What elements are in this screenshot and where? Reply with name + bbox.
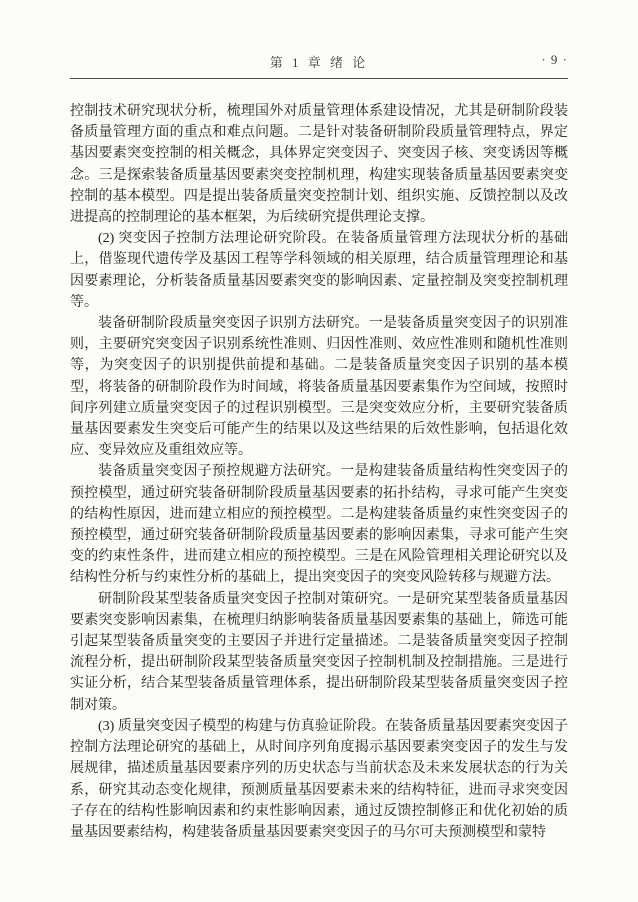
- paragraph: 控制技术研究现状分析，梳理国外对质量管理体系建设情况，尤其是研制阶段装备质量管理方面的重点和难点问题。二是针对装备研制阶段质量管理特点，界定基因要素突变控制的相关概念，具体界定突变因子、突变因子核、突变诱因等概念。三是探索装备质量基因要素突变控制机理，构建实现装备质量基因要素突变控制的基本模型。四是提出装备质量突变控制计划、组织实施、反馈控制以及改进提高的控制理论的基本框架，为后续研究提供理论支撑。: [70, 104, 568, 226]
- paragraph: (3) 质量突变因子模型的构建与仿真验证阶段。在装备质量基因要素突变因子控制方法理论研究的基础上，从时间序列角度揭示基因要素突变因子的发生与发展规律，描述质量基因要素序列的历史状态与当前状态及未来发展状态的行为关系，研究其动态变化规律，预测质量基因要素未来的结构特征，进而寻求突变因子存在的结构性影响因素和约束性影响因素，通过反馈控制修正和优化初始的质量基因要素结构，构建装备质量基因要素突变因子的马尔可夫预测模型和蒙特: [70, 718, 568, 840]
- paragraph: 研制阶段某型装备质量突变因子控制对策研究。一是研究某型装备质量基因要素突变影响因素集，在梳理归纳影响装备质量基因要素集的基础上，筛选可能引起某型装备质量突变的主要因子并进行定量描述。二是装备质量突变因子控制流程分析，提出研制阶段某型装备质量突变因子控制机制及控制措施。三是进行实证分析，结合某型装备质量管理体系，提出研制阶段某型装备质量突变因子控制对策。: [70, 591, 568, 713]
- paragraph: 装备质量突变因子预控规避方法研究。一是构建装备质量结构性突变因子的预控模型，通过研究装备研制阶段质量基因要素的拓扑结构，寻求可能产生突变的结构性原因，进而建立相应的预控模型。二是构建装备质量约束性突变因子的预控模型，通过研究装备研制阶段质量基因要素的影响因素集，寻求可能产生突变的约束性条件，进而建立相应的预控模型。三是在风险管理相关理论研究以及结构性分析与约束性分析的基础上，提出突变因子的突变风险转移与规避方法。: [70, 464, 568, 586]
- page-number: · 9 ·: [541, 52, 568, 67]
- header-rule: [70, 78, 568, 79]
- paragraph: (2) 突变因子控制方法理论研究阶段。在装备质量管理方法现状分析的基础上，借鉴现代遗传学及基因工程等学科领域的相关原理，结合质量管理理论和基因要素理论，分析装备质量基因要素突变的影响因素、定量控制及突变控制机理等。: [70, 231, 568, 310]
- paragraph: 装备研制阶段质量突变因子识别方法研究。一是装备质量突变因子的识别准则，主要研究突变因子识别系统性准则、归因性准则、效应性准则和随机性准则等，为突变因子的识别提供前提和基础。二是装备质量突变因子识别的基本模型，将装备的研制阶段作为时间域，将装备质量基因要素集作为空间域，按照时间序列建立质量突变因子的过程识别模型。三是突变效应分析，主要研究装备质量基因要素发生突变后可能产生的结果以及这些结果的后效性影响，包括退化效应、变异效应及重组效应等。: [70, 316, 568, 459]
- document-body: [70, 101, 568, 843]
- page-header: [70, 52, 568, 72]
- chapter-title: 第 1 章 绪 论: [269, 55, 369, 70]
